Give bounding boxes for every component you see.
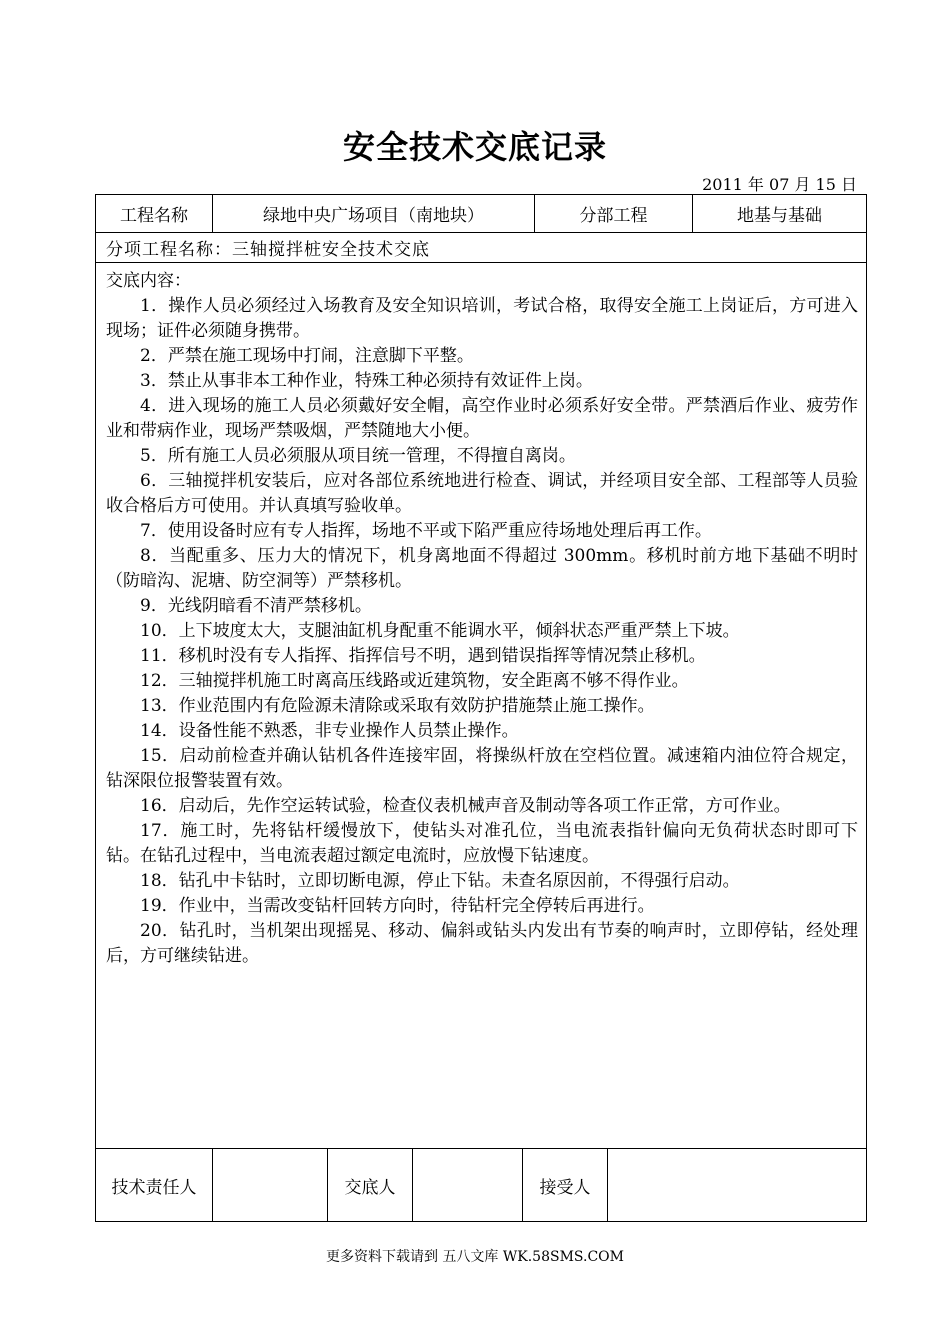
content-item: 7．使用设备时应有专人指挥，场地不平或下陷严重应待场地处理后再工作。 [140, 521, 712, 541]
division-value: 地基与基础 [737, 206, 822, 226]
content-item: 15．启动前检查并确认钻机各件连接牢固，将操纵杆放在空档位置。减速箱内油位符合规定，钻深限位报警装置有效。 [106, 746, 858, 791]
content-item: 10．上下坡度太大，支腿油缸机身配重不能调水平，倾斜状态严重严禁上下坡。 [140, 621, 740, 641]
project-name-label: 工程名称 [96, 195, 213, 232]
tech-responsible-label: 技术责任人 [96, 1149, 213, 1221]
record-table [95, 194, 867, 1222]
briefer-label: 交底人 [328, 1149, 413, 1221]
content-item: 16．启动后，先作空运转试验，检查仪表机械声音及制动等各项工作正常，方可作业。 [140, 796, 791, 816]
header-row [96, 195, 866, 233]
division-label: 分部工程 [535, 195, 693, 232]
document-title: 安全技术交底记录 [342, 128, 607, 166]
content-item: 12．三轴搅拌机施工时离高压线路或近建筑物，安全距离不够不得作业。 [140, 671, 689, 691]
receiver-value [608, 1149, 866, 1221]
content-item: 9．光线阴暗看不清严禁移机。 [140, 596, 372, 616]
content-item: 2．严禁在施工现场中打闹，注意脚下平整。 [140, 346, 474, 366]
content-item: 13．作业范围内有危险源未清除或采取有效防护措施禁止施工操作。 [140, 696, 655, 716]
subproject-name: 分项工程名称：三轴搅拌桩安全技术交底 [106, 240, 430, 260]
project-name-value: 绿地中央广场项目（南地块） [213, 195, 535, 232]
content-item: 1．操作人员必须经过入场教育及安全知识培训，考试合格，取得安全施工上岗证后，方可进入现场；证件必须随身携带。 [106, 296, 858, 341]
content-item: 4．进入现场的施工人员必须戴好安全帽，高空作业时必须系好安全带。严禁酒后作业、疲劳作业和带病作业，现场严禁吸烟，严禁随地大小便。 [106, 396, 858, 441]
document-date: 2011 年 07 月 15 日 [702, 175, 857, 194]
subproject-row [96, 233, 866, 263]
footer-note: 更多资料下载请到 五八文库 WK.58SMS.COM [325, 1249, 624, 1265]
content-row [96, 263, 866, 1149]
content-body [106, 269, 858, 969]
content-item: 3．禁止从事非本工种作业，特殊工种必须持有效证件上岗。 [140, 371, 593, 391]
content-item: 5．所有施工人员必须服从项目统一管理，不得擅自离岗。 [140, 446, 576, 466]
content-item: 8．当配重多、压力大的情况下，机身离地面不得超过 300mm。移机时前方地下基础不明时（防暗沟、泥塘、防空洞等）严禁移机。 [106, 546, 858, 591]
content-item: 19．作业中，当需改变钻杆回转方向时，待钻杆完全停转后再进行。 [140, 896, 655, 916]
content-heading: 交底内容： [106, 271, 191, 291]
signature-row [96, 1149, 866, 1221]
content-item: 6．三轴搅拌机安装后，应对各部位系统地进行检查、调试，并经项目安全部、工程部等人员验收合格后方可使用。并认真填写验收单。 [106, 471, 858, 516]
content-item: 14．设备性能不熟悉，非专业操作人员禁止操作。 [140, 721, 519, 741]
content-item: 18．钻孔中卡钻时，立即切断电源，停止下钻。未查名原因前，不得强行启动。 [140, 871, 740, 891]
content-item: 17．施工时，先将钻杆缓慢放下，使钻头对准孔位，当电流表指针偏向无负荷状态时即可下钻。在钻孔过程中，当电流表超过额定电流时，应放慢下钻速度。 [106, 821, 858, 866]
content-item: 20．钻孔时，当机架出现摇晃、移动、偏斜或钻头内发出有节奏的响声时，立即停钻，经处理后，方可继续钻进。 [106, 921, 858, 966]
content-item: 11．移机时没有专人指挥、指挥信号不明，遇到错误指挥等情况禁止移机。 [140, 646, 706, 666]
tech-responsible-value [213, 1149, 328, 1221]
briefer-value [413, 1149, 523, 1221]
receiver-label: 接受人 [523, 1149, 608, 1221]
